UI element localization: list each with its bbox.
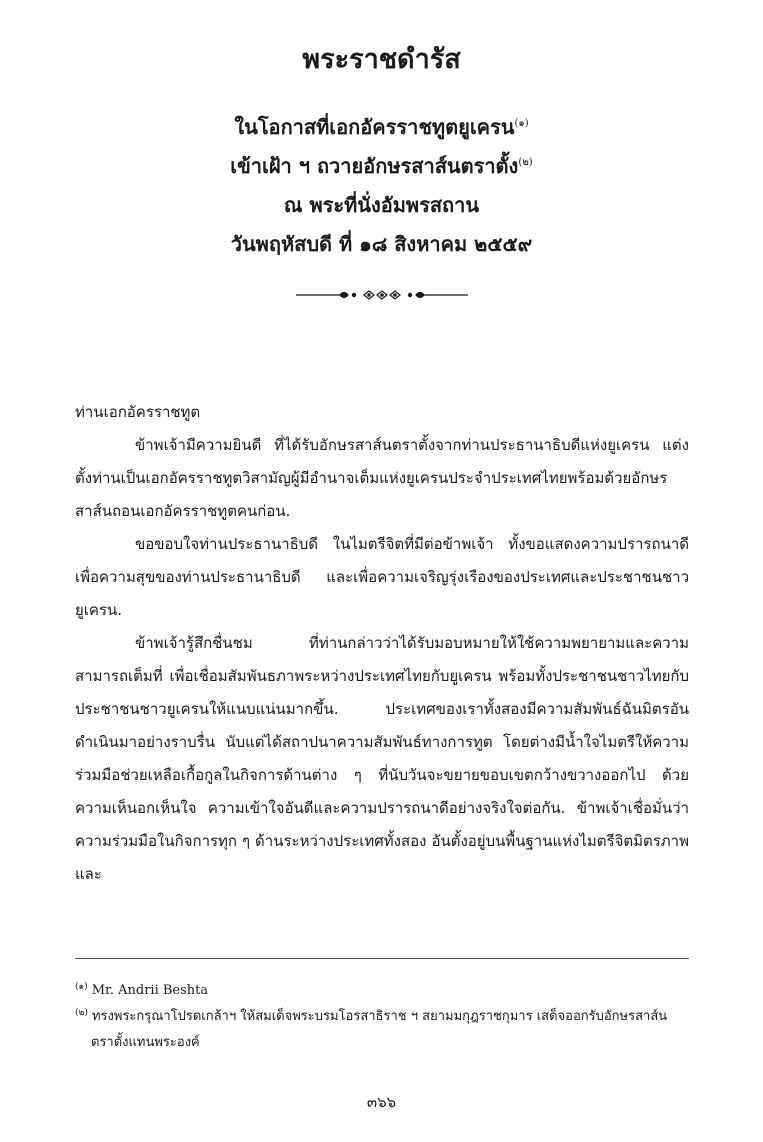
heading-occasion	[0, 108, 763, 147]
footnotes	[75, 978, 689, 1056]
footnote-2-text: ทรงพระกรุณาโปรดเกล้าฯ ให้สมเด็จพระบรมโอรสาธิราช ฯ สยามมกุฎราชกุมาร เสด็จออกรับอักษรสาส์นตราตั้งแทนพระองค์	[91, 1009, 668, 1050]
paragraph-2: ขอขอบใจท่านประธานาธิบดี ในไมตรีจิตที่มีต่อข้าพเจ้า ทั้งขอแสดงความปรารถนาดี เพื่อความสุขของท่านประธานาธิบดี และเพื่อความเจริญรุ่งเรืองของประเทศและประชาชนชาวยูเครน.	[75, 535, 689, 619]
salutation: ท่านเอกอัครราชทูต	[75, 403, 201, 421]
footnote-2-mark: (๒)	[75, 1008, 88, 1018]
heading-audience	[0, 147, 763, 186]
speech-heading	[0, 108, 763, 264]
footnote-1	[75, 978, 689, 1004]
heading-audience-text: เข้าเฝ้า ฯ ถวายอักษรสาส์นตราตั้ง	[230, 154, 519, 178]
page-number: ๓๖๖	[366, 1093, 397, 1111]
page-title: พระราชดำรัส	[302, 44, 461, 75]
footnote-2	[75, 1004, 689, 1056]
heading-occasion-text: ในโอกาสที่เอกอัครราชทูตยูเครน	[234, 115, 515, 139]
heading-date: วันพฤหัสบดี ที่ ๑๘ สิงหาคม ๒๕๕๙	[230, 232, 533, 256]
heading-venue: ณ พระที่นั่งอัมพรสถาน	[283, 193, 480, 217]
footnote-1-mark: (๑)	[75, 982, 88, 992]
footnote-separator	[75, 958, 689, 959]
decorative-divider-icon	[296, 286, 468, 304]
footnote-1-text: Mr. Andrii Beshta	[91, 983, 209, 998]
paragraph-3: ข้าพเจ้ารู้สึกชื่นชม ที่ท่านกล่าวว่าได้รับมอบหมายให้ใช้ความพยายามและความสามารถเต็มที่ เพื่อเชื่อมสัมพันธภาพระหว่างประเทศไทยกับยูเครน พร้อมทั้งประชาชนชาวไทยกับประชาชนชาวยูเครนให้แนบแน่นมากขึ้น. ประเทศของเราทั้งสองมีความสัมพันธ์ฉันมิตรอันดำเนินมาอย่างราบรื่น นับแต่ได้สถาปนาความสัมพันธ์ทางการทูต โดยต่างมีน้ำใจไมตรีให้ความร่วมมือช่วยเหลือเกื้อกูลในกิจการด้านต่าง ๆ ที่นับวันจะขยายขอบเขตกว้างขวางออกไป ด้วยความเห็นอกเห็นใจ ความเข้าใจอันดีและความปรารถนาดีอย่างจริงใจต่อกัน. ข้าพเจ้าเชื่อมั่นว่า ความร่วมมือในกิจการทุก ๆ ด้านระหว่างประเทศทั้งสอง อันตั้งอยู่บนพื้นฐานแห่งไมตรีจิตมิตรภาพและ	[75, 634, 689, 883]
footnote-ref-2[interactable]: (๒)	[518, 157, 533, 168]
paragraph-1: ข้าพเจ้ามีความยินดี ที่ได้รับอักษรสาส์นตราตั้งจากท่านประธานาธิบดีแห่งยูเครน แต่งตั้งท่านเป็นเอกอัครราชทูตวิสามัญผู้มีอำนาจเต็มแห่งยูเครนประจำประเทศไทยพร้อมด้วยอักษรสาส์นถอนเอกอัครราชทูตคนก่อน.	[75, 436, 689, 520]
speech-body	[75, 396, 689, 891]
footnote-ref-1[interactable]: (๑)	[514, 118, 529, 129]
